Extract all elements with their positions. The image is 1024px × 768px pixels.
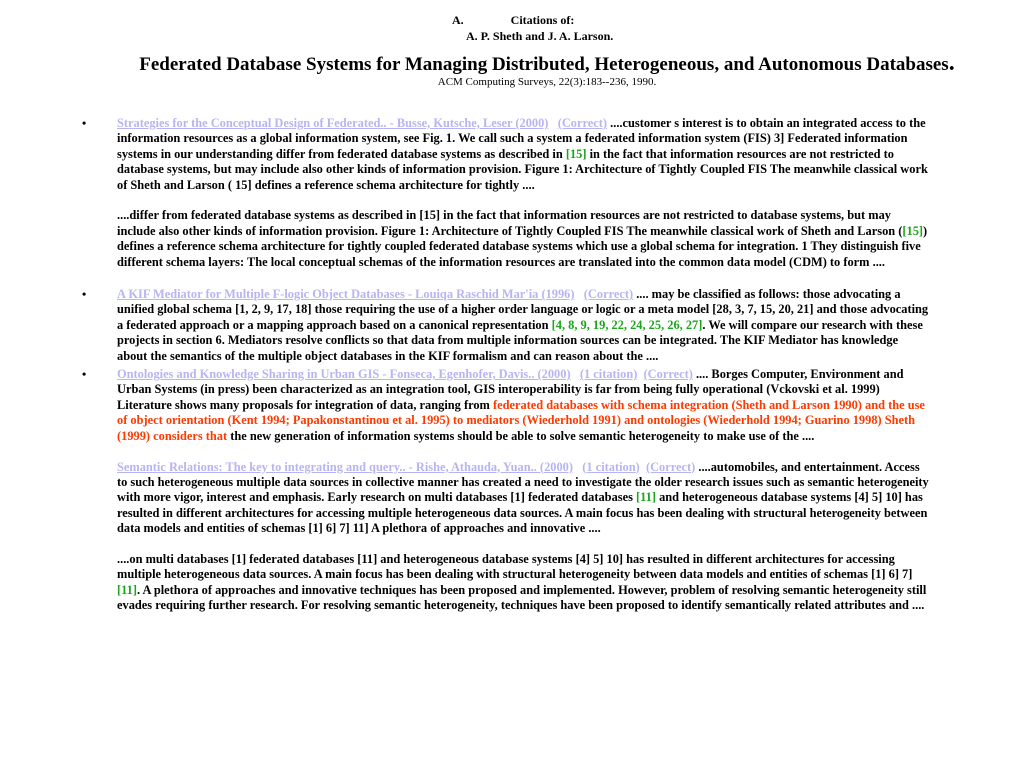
citation-title-link[interactable]: Strategies for the Conceptual Design of Federated.. - Busse, Kutsche, Leser (2000): [117, 116, 549, 130]
correct-link[interactable]: (Correct): [583, 287, 634, 302]
bullet: •: [82, 116, 87, 130]
paper-title: [0, 50, 1024, 77]
reference-link[interactable]: [11]: [117, 582, 137, 597]
reference-link[interactable]: [15]: [902, 223, 924, 238]
context-text: ) defines a reference schema architecture for tightly coupled federated database systems which use a global schema for integration. 1 They distinguish five different schema layers: The local conceptual schemas of the information resources are translated into the common data model (CDM) to form ....: [117, 223, 928, 269]
context-text: ....differ from federated database systems as described in [15] in the fact that information resources are not restricted to database systems, but may include also other kinds of information provision. Figure 1: Architecture of Tightly Coupled FIS The meanwhile classical work of Sheth and Larson (: [117, 208, 903, 238]
authors: A. P. Sheth and J. A. Larson.: [466, 29, 614, 43]
citation-paragraph: [117, 460, 930, 537]
correct-link[interactable]: (Correct): [645, 459, 696, 474]
context-text: . A plethora of approaches and innovative techniques has been proposed and implemented. However, problem of resolving semantic heterogeneity still evades requiring further research. For resolving semantic heterogeneity, techniques have been proposed to identify semantically related attributes and ....: [117, 582, 927, 613]
citation-paragraph: [117, 367, 930, 444]
context-text: and heterogeneous database systems [4] 5] 10] has resulted in different architectures for accessing multiple heterogeneous data sources. A main focus has been dealing with structural heterogeneity between data models and entities of schemas [1] 6] 7] 11] A plethora of approaches and innovative ....: [117, 490, 928, 536]
citation-paragraph: [117, 116, 930, 193]
reference-link[interactable]: [15]: [565, 146, 587, 161]
bullet: •: [82, 367, 87, 382]
highlighted-context: federated databases with schema integration (Sheth and Larson 1990) and the use of object orientation (Kent 1994; Papakonstantinou et al. 1995) to mediators (Wiederhold 1991) and ontologies (Wiederhold 1994; Guarino 1998) Sheth (1999) considers that: [117, 397, 925, 443]
citation-title-link[interactable]: Semantic Relations: The key to integrating and query.. - Rishe, Athauda, Yuan.. (2000): [117, 459, 573, 474]
section-marker: A.: [452, 13, 464, 27]
citation-count-link[interactable]: (1 citation): [579, 367, 638, 382]
paper-title-dot: .: [948, 50, 955, 76]
context-text: ....on multi databases [1] federated databases [11] and heterogeneous database systems [4] 5] 10] has resulted in different architectures for accessing multiple heterogeneous data sources. A main focus has been dealing with structural heterogeneity between data models and entities of schemas [1] 6] 7]: [117, 551, 913, 582]
paper-source: ACM Computing Surveys, 22(3):183--236, 1990.: [437, 76, 657, 88]
citation-paragraph: [117, 552, 930, 614]
citation-title-link[interactable]: A KIF Mediator for Multiple F-logic Object Databases - Louiqa Raschid Mar'ia (1996): [117, 287, 575, 302]
context-text: .... may be classified as follows: those advocating a unified global schema [1, 2, 9, 17, 18] those requiring the use of a higher order language or logic or a meta model [28, 3, 7, 15, 20, 21] and those advocating a federated approach or a mapping approach based on a canonical representation: [117, 287, 929, 332]
citation-entry: [0, 116, 930, 270]
context-text: the new generation of information systems should be able to solve semantic heterogeneity to make use of the ....: [227, 428, 815, 443]
citation-list: [0, 116, 1024, 614]
reference-link[interactable]: [4, 8, 9, 19, 22, 24, 25, 26, 27]: [551, 317, 703, 332]
context-text: . We will compare our research with these projects in section 6. Mediators resolve conflicts so that data from multiple information sources can be integrated. The KIF Mediator has knowledge about the semantics of the multiple object databases in the KIF formalism and can reason about the ....: [117, 317, 923, 363]
context-text: .... Borges Computer, Environment and Urban Systems (in press) been characterized as an integration tool, GIS interoperability is far from being fully operational (Vckovski et al. 1999) Literature shows many proposals for integration of data, ranging from: [117, 367, 904, 412]
correct-link[interactable]: (Correct): [557, 116, 608, 130]
citation-entry: [0, 367, 930, 613]
citation-title-link[interactable]: Ontologies and Knowledge Sharing in Urban GIS - Fonseca, Egenhofer, Davis.. (2000): [117, 367, 571, 382]
citation-paragraph: [117, 287, 930, 364]
citation-count-link[interactable]: (1 citation): [582, 459, 640, 474]
citations-heading: [452, 13, 574, 28]
correct-link[interactable]: (Correct): [643, 367, 693, 382]
citation-paragraph: [117, 208, 930, 270]
context-text: ....automobiles, and entertainment. Access to such heterogeneous multiple data sources in collective manner has created a need to investigate the older research issues such as semantic heterogeneity with more vigor, interest and emphasis. Early research on multi databases [1] federated databases: [117, 459, 929, 505]
reference-link[interactable]: [11]: [636, 490, 656, 505]
citations-label: Citations of:: [510, 13, 575, 27]
context-text: in the fact that information resources are not restricted to database systems, but may include also other kinds of information provision. Figure 1: Architecture of Tightly Coupled FIS The meanwhile classical work of Sheth and Larson ( 15] defines a reference schema architecture for tightly ....: [117, 146, 928, 192]
paper-title-text: Federated Database Systems for Managing Distributed, Heterogeneous, and Autonomous Databases: [139, 54, 949, 75]
context-text: ....customer s interest is to obtain an integrated access to the information resources as a global information system, see Fig. 1. We call such a system a federated information system (FIS) 3] Federated information systems in our understanding differ from federated database systems as described in: [117, 116, 926, 161]
bullet: •: [82, 287, 87, 302]
citation-entry: [0, 287, 930, 364]
